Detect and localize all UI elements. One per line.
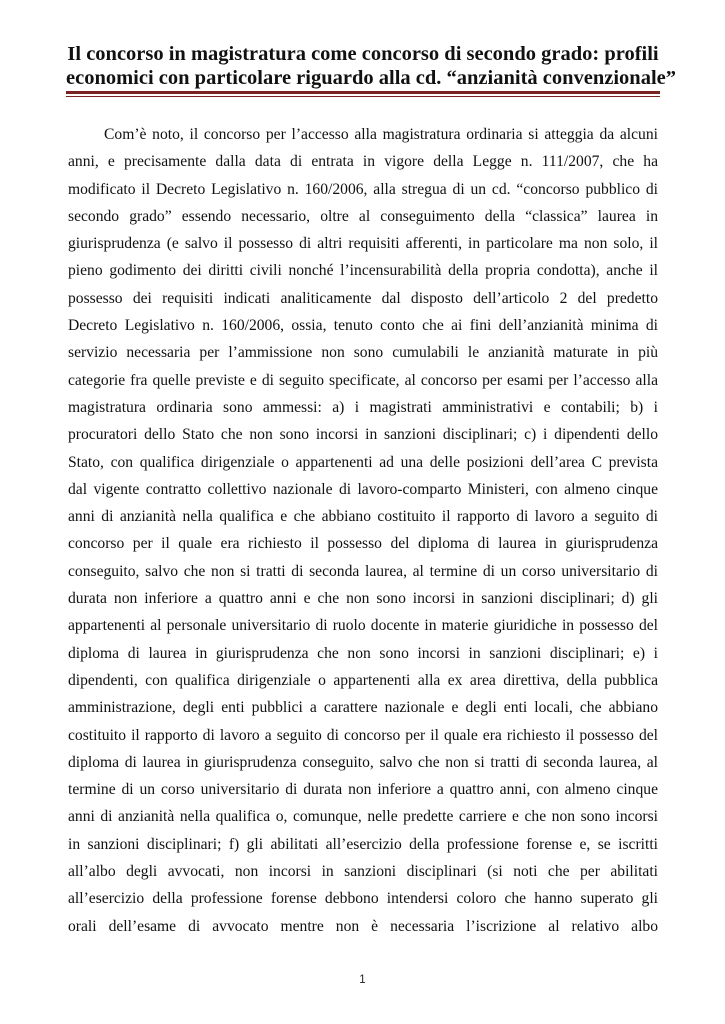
paragraph-line: all’albo degli avvocati, non incorsi in sanzioni disciplinari (si noti che per abilitati [68,863,658,881]
body-paragraph [68,121,658,940]
paragraph-line: Stato, con qualifica dirigenziale o appartenenti ad una delle posizioni dell’area C prevista [68,453,658,471]
paragraph-line: diploma di laurea in giurisprudenza conseguito, salvo che non si tratti di seconda laurea, al [68,753,658,771]
paragraph-line: servizio necessaria per l’ammissione non sono cumulabili le anzianità maturate in più [68,344,658,362]
paragraph-line: diploma di laurea in giurisprudenza che non sono incorsi in sanzioni disciplinari; e) i [68,644,658,662]
paragraph-line: dal vigente contratto collettivo nazionale di lavoro-comparto Ministeri, con almeno cinque [68,480,658,498]
paragraph-line: conseguito, salvo che non si tratti di seconda laurea, al termine di un corso universitario di [68,562,658,580]
paragraph-line: all’esercizio della professione forense debbono intendersi coloro che hanno superato gli [68,890,658,908]
document-title [66,42,677,90]
paragraph-line: durata non inferiore a quattro anni e che non sono incorsi in sanzioni disciplinari; d) gli [68,590,658,608]
paragraph-line: amministrazione, degli enti pubblici a carattere nazionale e degli enti locali, che abbiano [68,699,658,717]
paragraph-line: anni, e precisamente dalla data di entrata in vigore della Legge n. 111/2007, che ha [68,153,658,171]
title-underline-thin [66,96,660,97]
paragraph-line: concorso per il quale era richiesto il possesso del diploma di laurea in giurisprudenza [68,535,658,553]
paragraph-line: dipendenti, con qualifica dirigenziale o appartenenti alla ex area direttiva, della pubblica [68,671,658,689]
paragraph-line: anni di anzianità nella qualifica o, comunque, nelle predette carriere e che non sono incorsi [68,808,658,826]
paragraph-line: anni di anzianità nella qualifica e che abbiano costituito il rapporto di lavoro a seguito di [68,508,658,526]
paragraph-line: Com’è noto, il concorso per l’accesso alla magistratura ordinaria si atteggia da alcuni [104,126,658,143]
paragraph-line: secondo grado” essendo necessario, oltre al conseguimento della “classica” laurea in [68,207,658,225]
title-line: Il concorso in magistratura come concorso di secondo grado: profili [67,43,659,65]
title-line: economici con particolare riguardo alla cd. “anzianità convenzionale” [66,67,677,89]
paragraph-line: appartenenti al personale universitario di ruolo docente in materie giuridiche in possesso del [68,617,658,635]
paragraph-line: categorie fra quelle previste e di seguito specificate, al concorso per esami per l’accesso alla [68,371,658,389]
title-underline-thick [66,91,660,94]
paragraph-line: orali dell’esame di avvocato mentre non è necessaria l’iscrizione al relativo albo [68,917,658,935]
paragraph-line: in sanzioni disciplinari; f) gli abilitati all’esercizio della professione forense e, se iscritti [68,835,658,853]
paragraph-line: procuratori dello Stato che non sono incorsi in sanzioni disciplinari; c) i dipendenti dello [68,426,658,444]
paragraph-line: giurisprudenza (e salvo il possesso di altri requisiti afferenti, in particolare ma non solo, il [68,235,658,253]
page-number: 1 [359,974,366,986]
paragraph-line: pieno godimento dei diritti civili nonché l’incensurabilità della propria condotta), anche il [68,262,658,280]
paragraph-line: modificato il Decreto Legislativo n. 160/2006, alla stregua di un cd. “concorso pubblico di [68,180,658,198]
paragraph-line: possesso dei requisiti indicati analiticamente dal disposto dell’articolo 2 del predetto [68,289,658,307]
paragraph-line: Decreto Legislativo n. 160/2006, ossia, tenuto conto che ai fini dell’anzianità minima di [68,317,658,335]
paragraph-line: termine di un corso universitario di durata non inferiore a quattro anni, con almeno cinque [68,781,658,799]
paragraph-line: costituito il rapporto di lavoro a seguito di concorso per il quale era richiesto il possesso del [68,726,658,744]
paragraph-line: magistratura ordinaria sono ammessi: a) i magistrati amministrativi e contabili; b) i [68,398,658,416]
